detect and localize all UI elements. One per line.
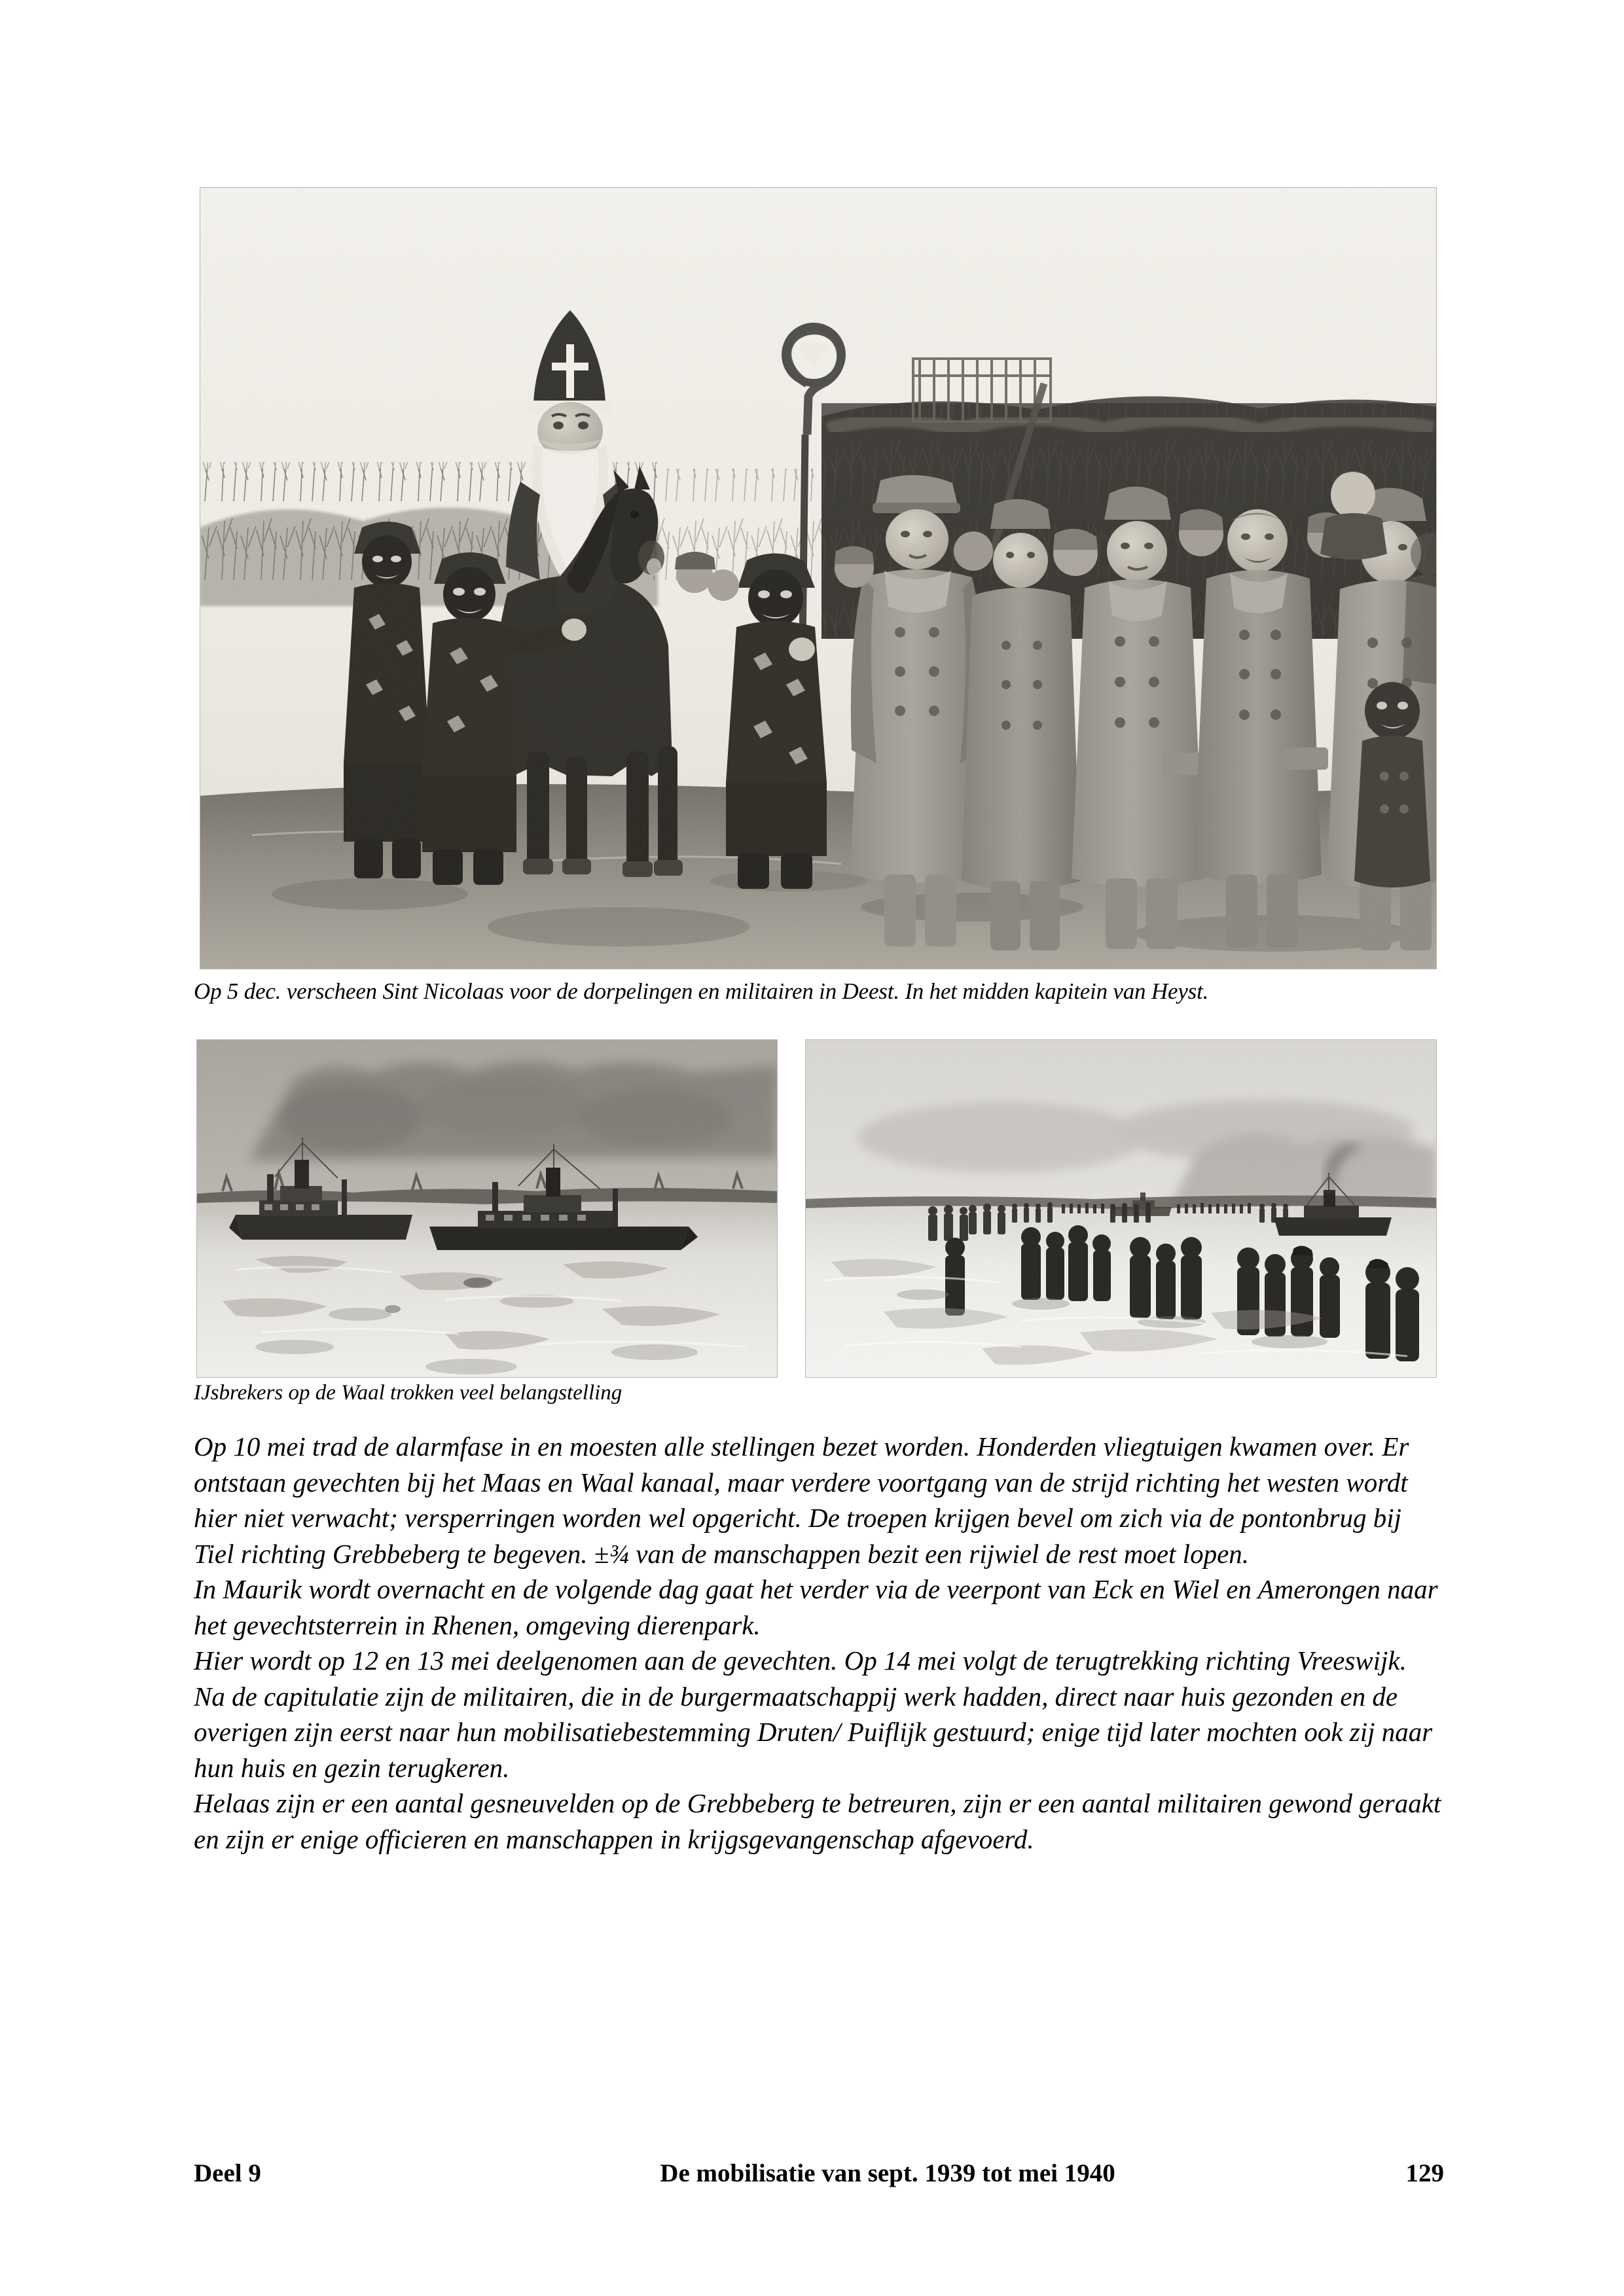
icebreaker-photo-right — [805, 1039, 1437, 1378]
body-paragraph: Op 10 mei trad de alarmfase in en moesten alle stellingen bezet worden. Honderden vliegtuigen kwamen over. Er ontstaan gevechten bij het Maas en Waal kanaal, maar verdere voortgang van de strijd richting het westen wordt hier niet verwacht; versperringen worden wel opgericht. De troepen krijgen bevel om zich via de pontonbrug bij Tiel richting Grebbeberg te begeven. ±¾ van de manschappen bezit een rijwiel de rest moet lopen. — [194, 1431, 1409, 1569]
body-text — [194, 1429, 1444, 1857]
caption-icebreaker-photos: IJsbrekers op de Waal trokken veel belangstelling — [194, 1381, 623, 1405]
page-footer — [194, 2159, 1444, 2188]
icebreaker-photo-left — [196, 1039, 778, 1378]
body-paragraph: In Maurik wordt overnacht en de volgende dag gaat het verder via de veerpont van Eck en Wiel en Amerongen naar het gevechtsterrein in Rhenen, omgeving dierenpark. — [194, 1574, 1438, 1640]
footer-title: De mobilisatie van sept. 1939 tot mei 1940 — [660, 2159, 1115, 2187]
body-paragraph: Na de capitulatie zijn de militairen, die in de burgermaatschappij werk hadden, direct naar huis gezonden en de overigen zijn eerst naar hun mobilisatiebestemming Druten/ Puiflijk gestuurd; enige tijd later mochten ook zij naar hun huis en gezin terugkeren. — [194, 1681, 1433, 1783]
body-paragraph: Helaas zijn er een aantal gesneuvelden op de Grebbeberg te betreuren, zijn er een aantal militairen gewond geraakt en zijn er enige officieren en manschappen in krijgsgevangenschap afgevoerd. — [194, 1788, 1441, 1854]
body-paragraph: Hier wordt op 12 en 13 mei deelgenomen aan de gevechten. Op 14 mei volgt de terugtrekking richting Vreeswijk. — [194, 1645, 1407, 1676]
sinterklaas-deest-photo — [200, 187, 1437, 969]
caption-sinterklaas-photo: Op 5 dec. verscheen Sint Nicolaas voor de dorpelingen en militairen in Deest. In het midden kapitein van Heyst. — [194, 978, 1209, 1004]
footer-page-number: 129 — [1405, 2159, 1444, 2187]
footer-part-label: Deel 9 — [194, 2159, 261, 2187]
